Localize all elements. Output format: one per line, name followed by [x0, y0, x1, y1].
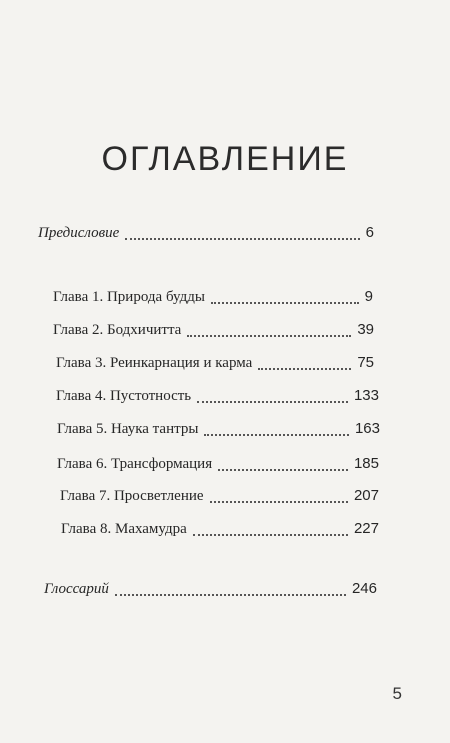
toc-entry-page: 246 [351, 580, 377, 597]
toc-entry-label: Предисловие [38, 225, 120, 241]
dot-leader [210, 501, 348, 503]
toc-entry-label: Глоссарий [44, 581, 109, 597]
dot-leader [218, 469, 348, 471]
toc-entry-label: Глава 7. Просветление [60, 488, 204, 504]
dot-leader [125, 238, 359, 240]
page-number: 5 [392, 684, 402, 703]
toc-entry-label: Глава 6. Трансформация [57, 456, 213, 472]
toc-entry-chapter-5 [57, 420, 380, 444]
toc-entry-chapter-7 [60, 487, 379, 511]
toc-entry-chapter-1 [53, 288, 373, 312]
toc-entry-chapter-2 [53, 321, 374, 345]
dot-leader [187, 335, 351, 337]
toc-entry-chapter-4 [56, 387, 379, 411]
page-title: ОГЛАВЛЕНИЕ [101, 140, 349, 178]
toc-entry-page: 185 [353, 455, 379, 472]
toc-entry-page: 9 [364, 288, 373, 305]
toc-entry-label: Глава 1. Природа будды [53, 289, 205, 305]
toc-entry-chapter-6 [57, 455, 379, 479]
toc-entry-page: 6 [365, 224, 374, 241]
toc-entry-chapter-3 [56, 354, 374, 378]
toc-entry-page: 227 [353, 520, 379, 537]
toc-entry-label: Глава 2. Бодхичитта [53, 322, 182, 338]
toc-entry-label: Глава 3. Реинкарнация и карма [56, 355, 253, 371]
dot-leader [204, 434, 349, 436]
toc-entry-page: 163 [354, 420, 380, 437]
toc-entry-label: Глава 4. Пустотность [56, 388, 192, 404]
toc-entry-label: Глава 8. Махамудра [61, 521, 187, 537]
dot-leader [258, 368, 351, 370]
toc-entry-page: 75 [357, 354, 374, 371]
toc-entry-glossary [44, 580, 377, 604]
toc-entry-preface [38, 224, 374, 248]
toc-entry-page: 133 [353, 387, 379, 404]
toc-entry-page: 39 [357, 321, 374, 338]
dot-leader [115, 594, 346, 596]
dot-leader [193, 534, 348, 536]
dot-leader [197, 401, 348, 403]
toc-entry-page: 207 [353, 487, 379, 504]
dot-leader [211, 302, 359, 304]
toc-entry-label: Глава 5. Наука тантры [57, 421, 199, 437]
toc-entry-chapter-8 [61, 520, 379, 544]
